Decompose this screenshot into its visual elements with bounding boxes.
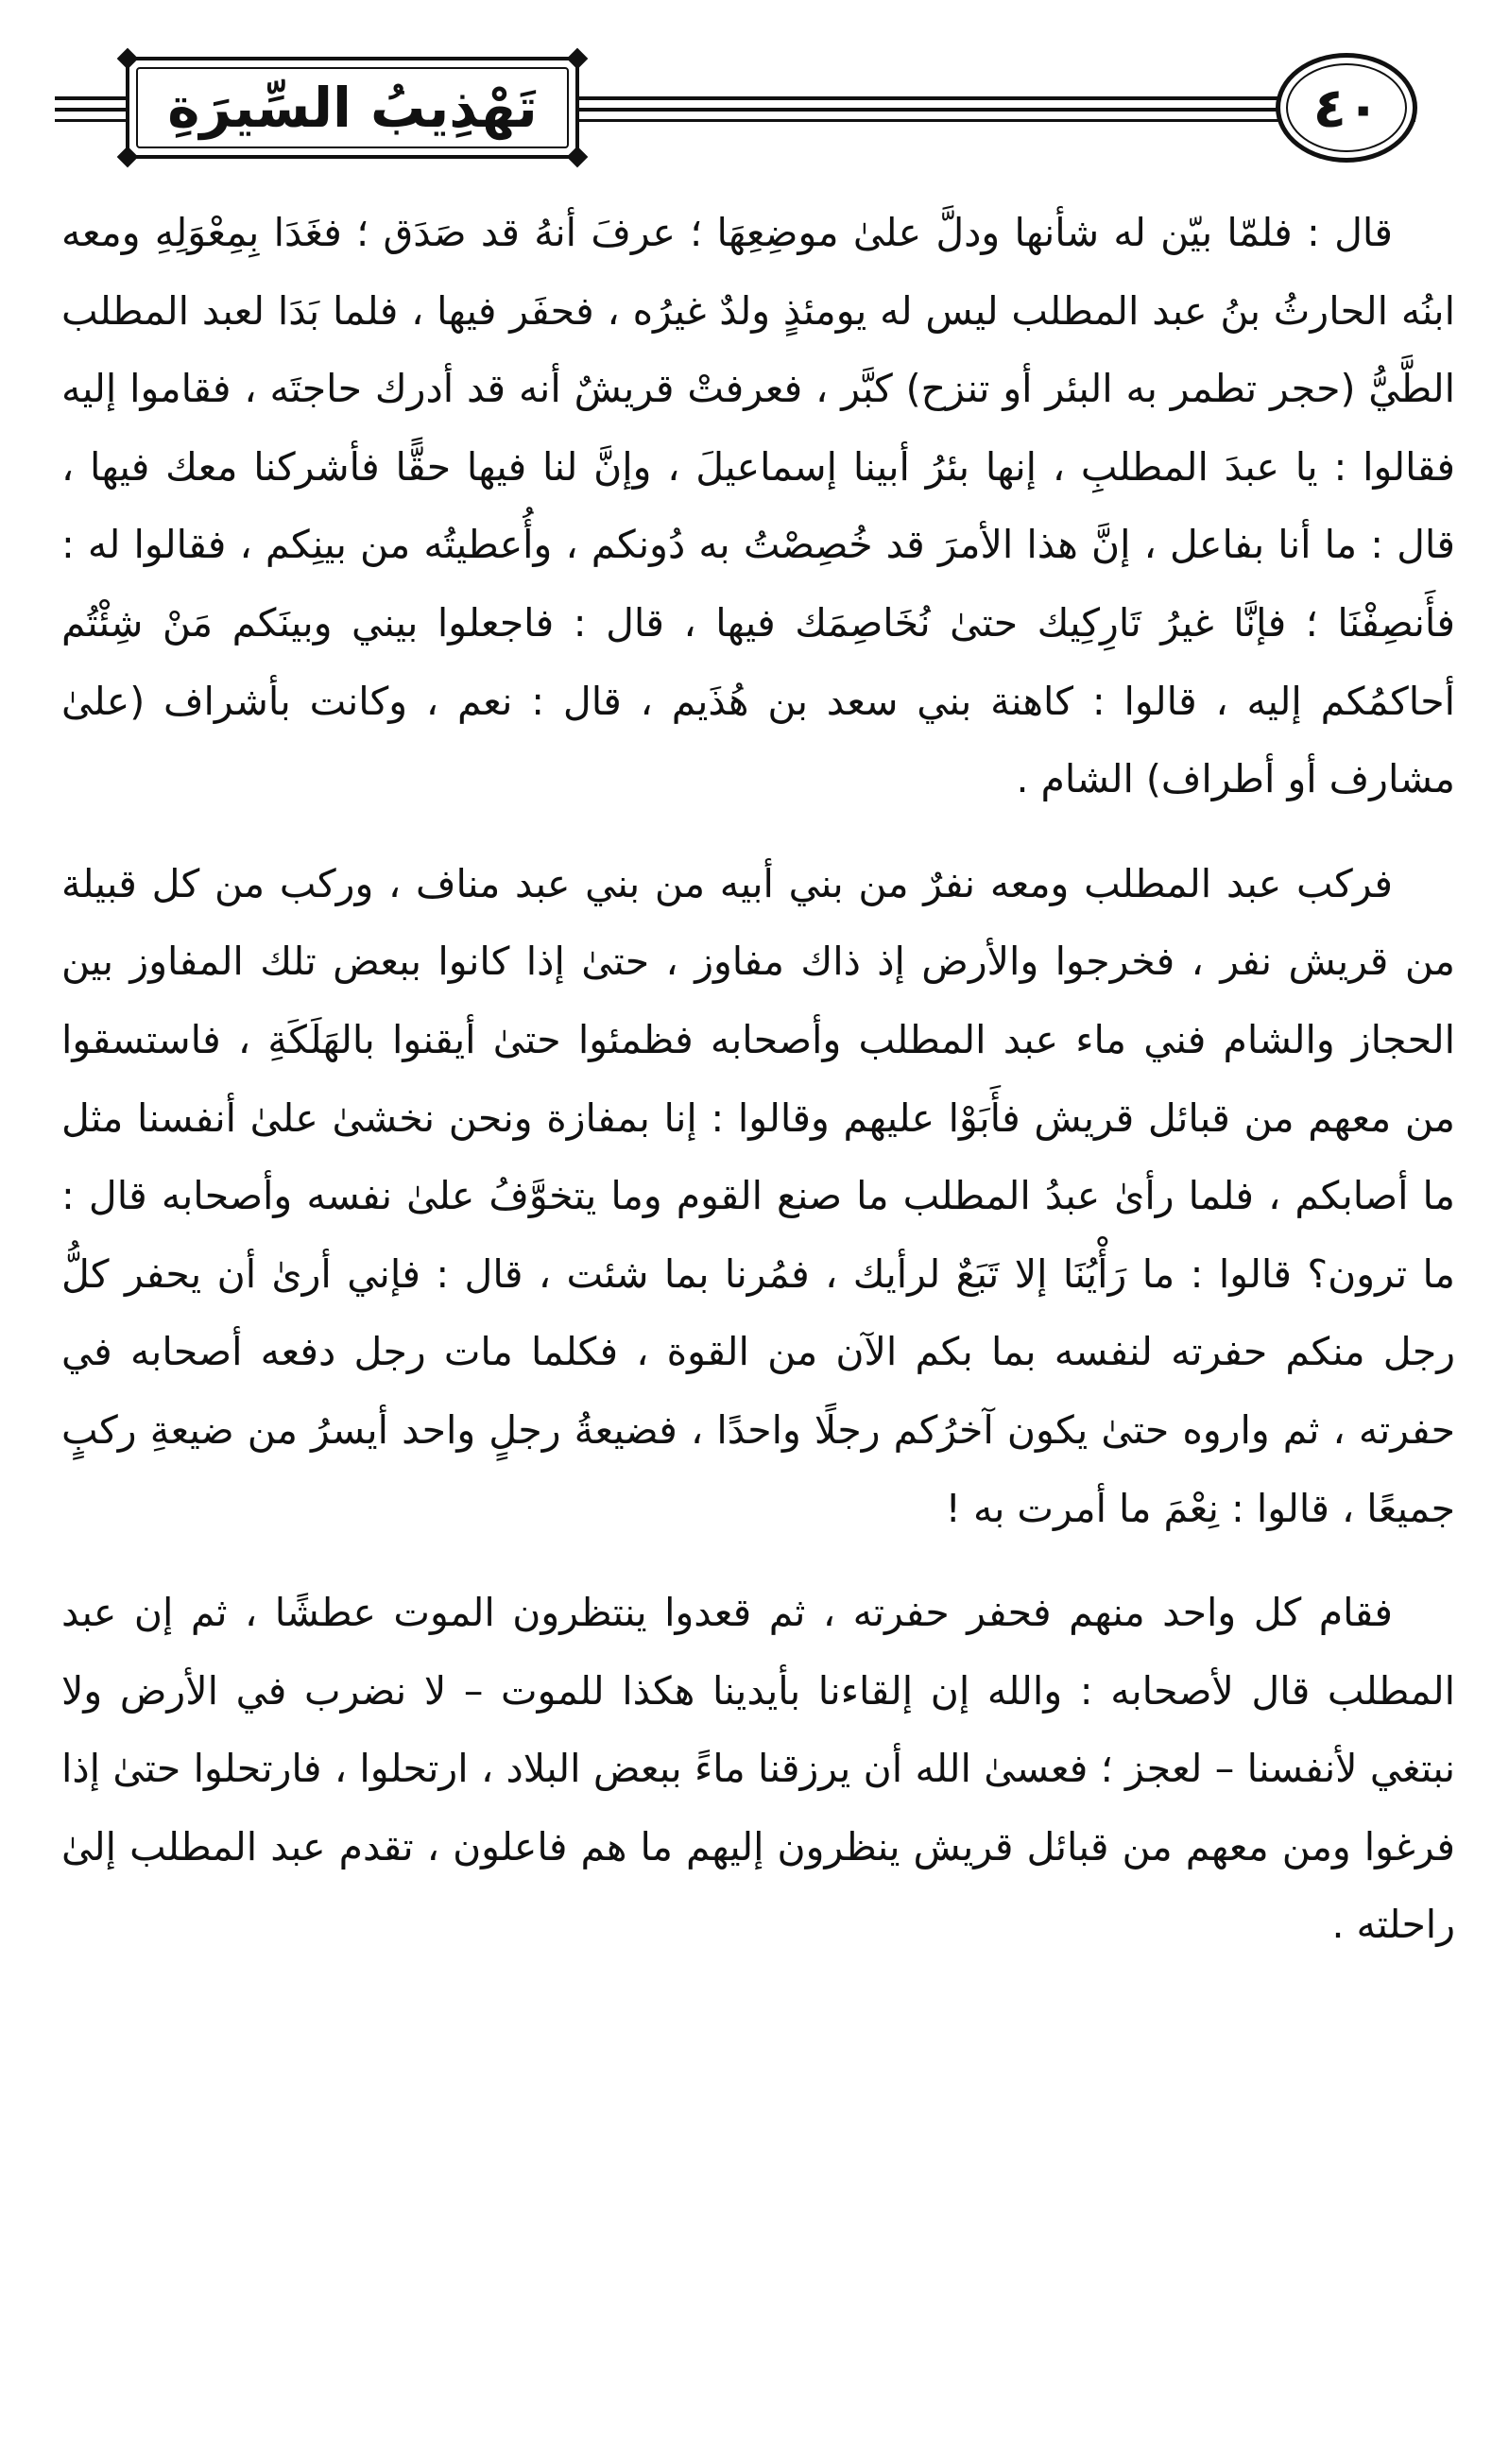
paragraph: فركب عبد المطلب ومعه نفرٌ من بني أبيه من بني عبد مناف ، وركب من كل قبيلة من قريش نفر ، فخرجوا والأرض إذ ذاك مفاوز ، حتىٰ إذا كانوا ببعض تلك المفاوز بين الحجاز والشام فني ماء عبد المطلب وأصحابه فظمئوا حتىٰ أيقنوا بالهَلَكَةِ ، فاستسقوا من معهم من قبائل قريش فأَبَوْا عليهم وقالوا : إنا بمفازة ونحن نخشىٰ علىٰ أنفسنا مثل ما أصابكم ، فلما رأىٰ عبدُ المطلب ما صنع القوم وما يتخوَّفُ علىٰ نفسه وأصحابه قال : ما ترون؟ قالوا : ما رَأْيُنَا إلا تَبَعٌ لرأيك ، فمُرنا بما شئت ، قال : فإني أرىٰ أن يحفر كلُّ رجل منكم حفرته لنفسه بما بكم الآن من القوة ، فكلما مات رجل دفعه أصحابه في حفرته ، ثم واروه حتىٰ يكون آخرُكم رجلًا واحدًا ، فضيعةُ رجلٍ واحد أيسرُ من ضيعةِ ركبٍ جميعًا ، قالوا : نِعْمَ ما أمرت به ! <box>61 860 1455 1531</box>
book-title-ornament <box>126 57 579 159</box>
ornament-corner <box>567 48 589 70</box>
page-header <box>55 45 1415 170</box>
ornament-corner <box>117 146 139 168</box>
page-body <box>61 194 1455 1964</box>
book-title: تَهْذِيبُ السِّيرَةِ <box>167 76 538 140</box>
paragraph: فقام كل واحد منهم فحفر حفرته ، ثم قعدوا ينتظرون الموت عطشًا ، ثم إن عبد المطلب قال لأصحابه : والله إن إلقاءنا بأيدينا هكذا للموت – لا نضرب في الأرض ولا نبتغي لأنفسنا – لعجز ؛ فعسىٰ الله أن يرزقنا ماءً ببعض البلاد ، ارتحلوا ، فارتحلوا حتىٰ إذا فرغوا ومن معهم من قبائل قريش ينظرون إليهم ما هم فاعلون ، تقدم عبد المطلب إلىٰ راحلته . <box>61 1590 1455 1948</box>
ornament-corner <box>567 146 589 168</box>
page-number-ornament <box>1276 53 1417 163</box>
ornament-corner <box>117 48 139 70</box>
paragraph: قال : فلمّا بيّن له شأنها ودلَّ علىٰ موضِعِهَا ؛ عرفَ أنهُ قد صَدَق ؛ فغَدَا بِمِعْوَلِهِ ومعه ابنُه الحارثُ بنُ عبد المطلب ليس له يومئذٍ ولدٌ غيرُه ، فحفَر فيها ، فلما بَدَا لعبد المطلب الطَّيُّ (حجر تطمر به البئر أو تنزح) كبَّر ، فعرفتْ قريشٌ أنه قد أدرك حاجتَه ، فقاموا إليه فقالوا : يا عبدَ المطلبِ ، إنها بئرُ أبينا إسماعيلَ ، وإنَّ لنا فيها حقًّا فأشركنا معك فيها ، قال : ما أنا بفاعل ، إنَّ هذا الأمرَ قد خُصِصْتُ به دُونكم ، وأُعطيتُه من بينِكم ، فقالوا له : فأَنصِفْنَا ؛ فإنَّا غيرُ تَارِكِيك حتىٰ نُخَاصِمَك فيها ، قال : فاجعلوا بيني وبينَكم مَنْ شِئْتُم أحاكمُكم إليه ، قالوا : كاهنة بني سعد بن هُذَيم ، قال : نعم ، وكانت بأشراف (علىٰ مشارف أو أطراف) الشام . <box>61 210 1455 802</box>
page-number: ٤٠ <box>1312 76 1380 140</box>
